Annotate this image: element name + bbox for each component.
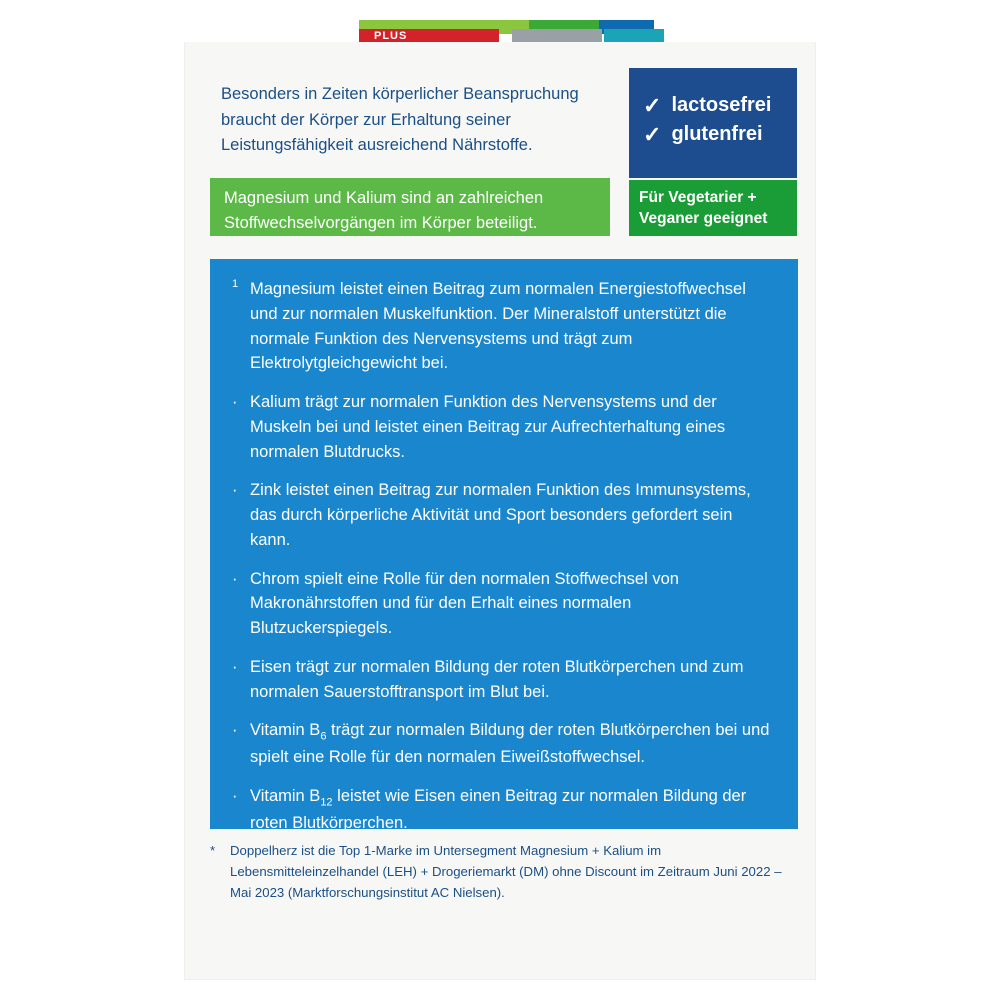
claim-text: Magnesium leistet einen Beitrag zum normalen Energiestoffwechsel und zur normalen Muskelfunktion. Der Mineralstoff unterstützt die normale Funktion des Nervensystems und trägt zum Elektrolytgleichgewicht bei.: [250, 280, 746, 373]
check-icon: ✓: [643, 92, 662, 118]
vegetarian-vegan-badge: [629, 180, 797, 236]
intro-paragraph: Besonders in Zeiten körperlicher Beanspruchung braucht der Körper zur Erhaltung seiner Leistungsfähigkeit ausreichend Nährstoffe.: [221, 85, 579, 155]
claim-marker: ·: [232, 721, 238, 740]
claim-marker: ·: [232, 481, 238, 500]
logo-band-teal: [604, 29, 664, 42]
health-claims-panel: [210, 259, 798, 832]
claim-text: Vitamin $B_{12}$ leistet wie Eisen einen Beitrag zur normalen Bildung der roten Blutkörperchen.: [250, 786, 747, 832]
claim-item: [232, 784, 776, 836]
free-from-label-gluten: glutenfrei: [671, 123, 763, 145]
footnote: [210, 840, 798, 903]
claim-marker: ·: [232, 786, 238, 805]
claim-text: Eisen trägt zur normalen Bildung der roten Blutkörperchen und zum normalen Sauerstofftransport im Blut bei.: [250, 657, 744, 701]
claim-text: Kalium trägt zur normalen Funktion des Nervensystems und der Muskeln bei und leistet einen Beitrag zur Aufrechterhaltung eines normalen Blutdrucks.: [250, 393, 726, 461]
green-highlight-band: Magnesium und Kalium sind an zahlreichen Stoffwechselvorgängen im Körper beteiligt.: [210, 178, 610, 236]
claim-item: [232, 655, 776, 705]
vegetarian-vegan-label: Für Vegetarier + Veganer geeignet: [639, 189, 768, 227]
claim-item: [232, 478, 776, 552]
claim-text: Vitamin $B_6$ trägt zur normalen Bildung der roten Blutkörperchen bei und spielt eine Rolle für den normalen Eiweißstoffwechsel.: [250, 721, 770, 767]
claim-item: [232, 390, 776, 464]
check-icon: ✓: [643, 121, 662, 147]
claim-marker: ·: [232, 569, 238, 588]
logo-band-gray: [512, 29, 602, 42]
free-from-label-lactose: lactosefrei: [671, 94, 772, 116]
claim-item: [232, 718, 776, 770]
claim-item: [232, 567, 776, 641]
free-from-badge: [629, 68, 797, 178]
free-from-row-gluten: [629, 117, 797, 146]
claim-marker: ·: [232, 657, 238, 676]
footnote-text: Doppelherz ist die Top 1-Marke im Untersegment Magnesium + Kalium im Lebensmitteleinzelhandel (LEH) + Drogeriemarkt (DM) ohne Discount im Zeitraum Juni 2022 – Mai 2023 (Marktforschungsinstitut AC Nielsen).: [230, 843, 782, 901]
free-from-row-lactose: [629, 68, 797, 117]
brand-logo-strip: [184, 20, 816, 42]
logo-red-text: PLUS: [374, 30, 408, 42]
product-package-back-panel: [184, 20, 816, 980]
claim-marker: ·: [232, 393, 238, 411]
claim-marker: 1: [232, 278, 239, 290]
claim-item: [232, 277, 776, 376]
claim-text: Zink leistet einen Beitrag zur normalen Funktion des Immunsystems, das durch körperliche Aktivität und Sport besonders gefordert sein kann.: [250, 481, 751, 549]
footnote-marker: *: [210, 843, 216, 858]
claim-text: Chrom spielt eine Rolle für den normalen Stoffwechsel von Makronährstoffen und für den Erhalt eines normalen Blutzuckerspiegels.: [250, 569, 679, 637]
